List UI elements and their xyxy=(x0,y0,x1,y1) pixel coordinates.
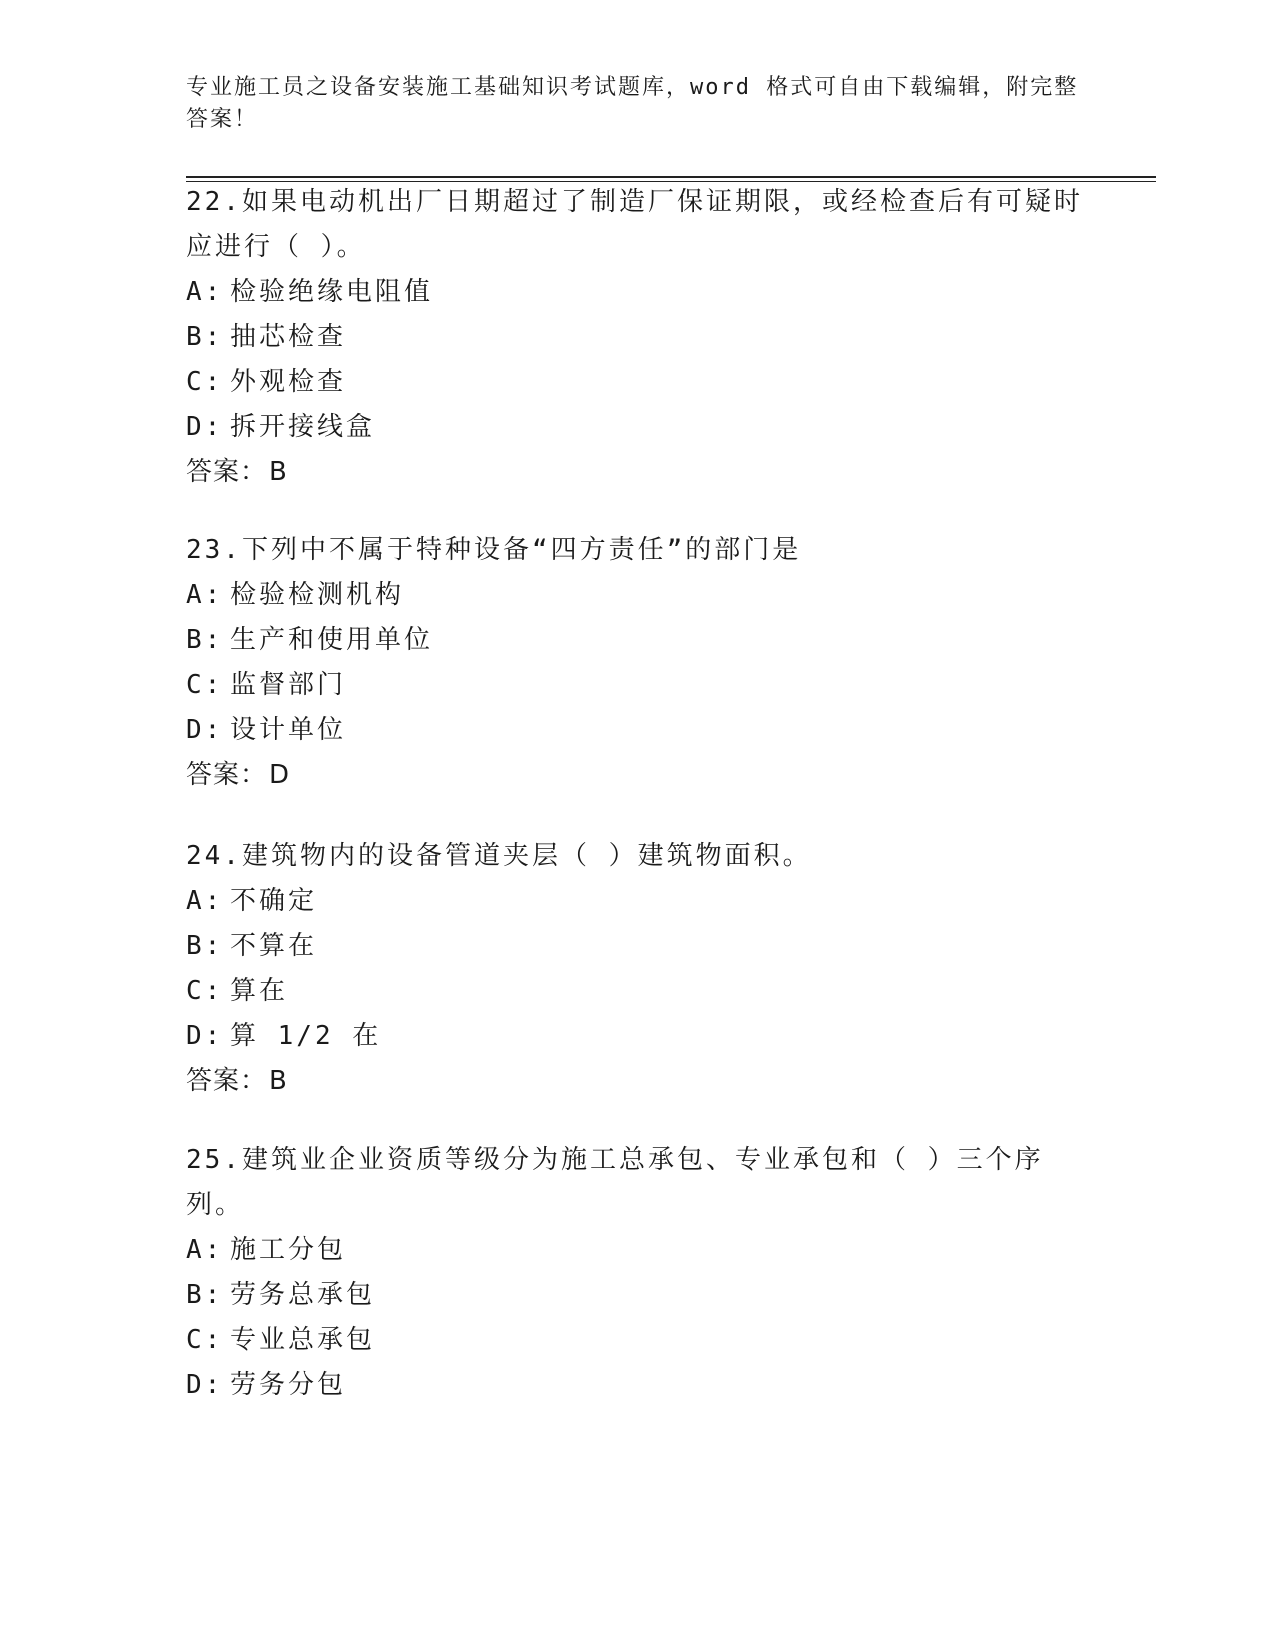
document-header: 专业施工员之设备安装施工基础知识考试题库，word 格式可自由下载编辑，附完整答案！ xyxy=(186,75,1079,132)
option-a xyxy=(186,573,1156,618)
question-stem: 24.建筑物内的设备管道夹层（ ）建筑物面积。 xyxy=(186,841,812,871)
question-stem: 23.下列中不属于特种设备“四方责任”的部门是 xyxy=(186,535,802,565)
answer-label: 答案： xyxy=(186,760,268,790)
document-page xyxy=(186,0,1156,1650)
question-24 xyxy=(186,834,1156,1104)
option-text: 劳务分包 xyxy=(230,1370,347,1400)
option-text: 外观检查 xyxy=(230,367,347,397)
option-c xyxy=(186,663,1156,708)
question-22 xyxy=(186,180,1156,495)
answer-line xyxy=(186,753,1156,798)
option-text: 专业总承包 xyxy=(230,1325,376,1355)
option-text: 检验检测机构 xyxy=(230,580,405,610)
option-text: 劳务总承包 xyxy=(230,1280,376,1310)
option-text: 监督部门 xyxy=(230,670,347,700)
option-text: 不算在 xyxy=(230,931,318,961)
option-letter: A: xyxy=(186,580,224,610)
option-text: 生产和使用单位 xyxy=(230,625,434,655)
option-letter: C: xyxy=(186,367,224,397)
option-letter: B: xyxy=(186,625,224,655)
option-d xyxy=(186,1014,1156,1059)
option-a xyxy=(186,1228,1156,1273)
question-23 xyxy=(186,528,1156,798)
option-letter: C: xyxy=(186,670,224,700)
question-25 xyxy=(186,1138,1156,1408)
option-text: 设计单位 xyxy=(230,715,347,745)
option-text: 检验绝缘电阻值 xyxy=(230,277,434,307)
answer-value: B xyxy=(269,457,288,487)
option-text: 不确定 xyxy=(230,886,318,916)
option-d xyxy=(186,708,1156,753)
option-text: 算 1/2 在 xyxy=(230,1021,382,1051)
option-text: 算在 xyxy=(230,976,289,1006)
option-b xyxy=(186,618,1156,663)
option-d xyxy=(186,405,1156,450)
option-b xyxy=(186,1273,1156,1318)
option-letter: B: xyxy=(186,931,224,961)
option-c xyxy=(186,360,1156,405)
option-b xyxy=(186,315,1156,360)
option-a xyxy=(186,270,1156,315)
option-b xyxy=(186,924,1156,969)
option-letter: A: xyxy=(186,886,224,916)
option-letter: D: xyxy=(186,412,224,442)
answer-value: D xyxy=(269,760,291,790)
option-text: 施工分包 xyxy=(230,1235,347,1265)
question-stem: 22.如果电动机出厂日期超过了制造厂保证期限，或经检查后有可疑时应进行（ ）。 xyxy=(186,187,1083,262)
answer-value: B xyxy=(269,1066,288,1096)
option-letter: A: xyxy=(186,277,224,307)
answer-label: 答案： xyxy=(186,457,268,487)
answer-line xyxy=(186,1059,1156,1104)
option-letter: B: xyxy=(186,322,224,352)
answer-line xyxy=(186,450,1156,495)
option-letter: B: xyxy=(186,1280,224,1310)
option-letter: D: xyxy=(186,1021,224,1051)
option-text: 抽芯检查 xyxy=(230,322,347,352)
option-c xyxy=(186,969,1156,1014)
option-letter: A: xyxy=(186,1235,224,1265)
option-letter: D: xyxy=(186,715,224,745)
question-stem: 25.建筑业企业资质等级分为施工总承包、专业承包和（ ）三个序列。 xyxy=(186,1145,1044,1220)
option-letter: C: xyxy=(186,1325,224,1355)
option-d xyxy=(186,1363,1156,1408)
option-text: 拆开接线盒 xyxy=(230,412,376,442)
answer-label: 答案： xyxy=(186,1066,268,1096)
option-letter: C: xyxy=(186,976,224,1006)
option-letter: D: xyxy=(186,1370,224,1400)
option-c xyxy=(186,1318,1156,1363)
option-a xyxy=(186,879,1156,924)
